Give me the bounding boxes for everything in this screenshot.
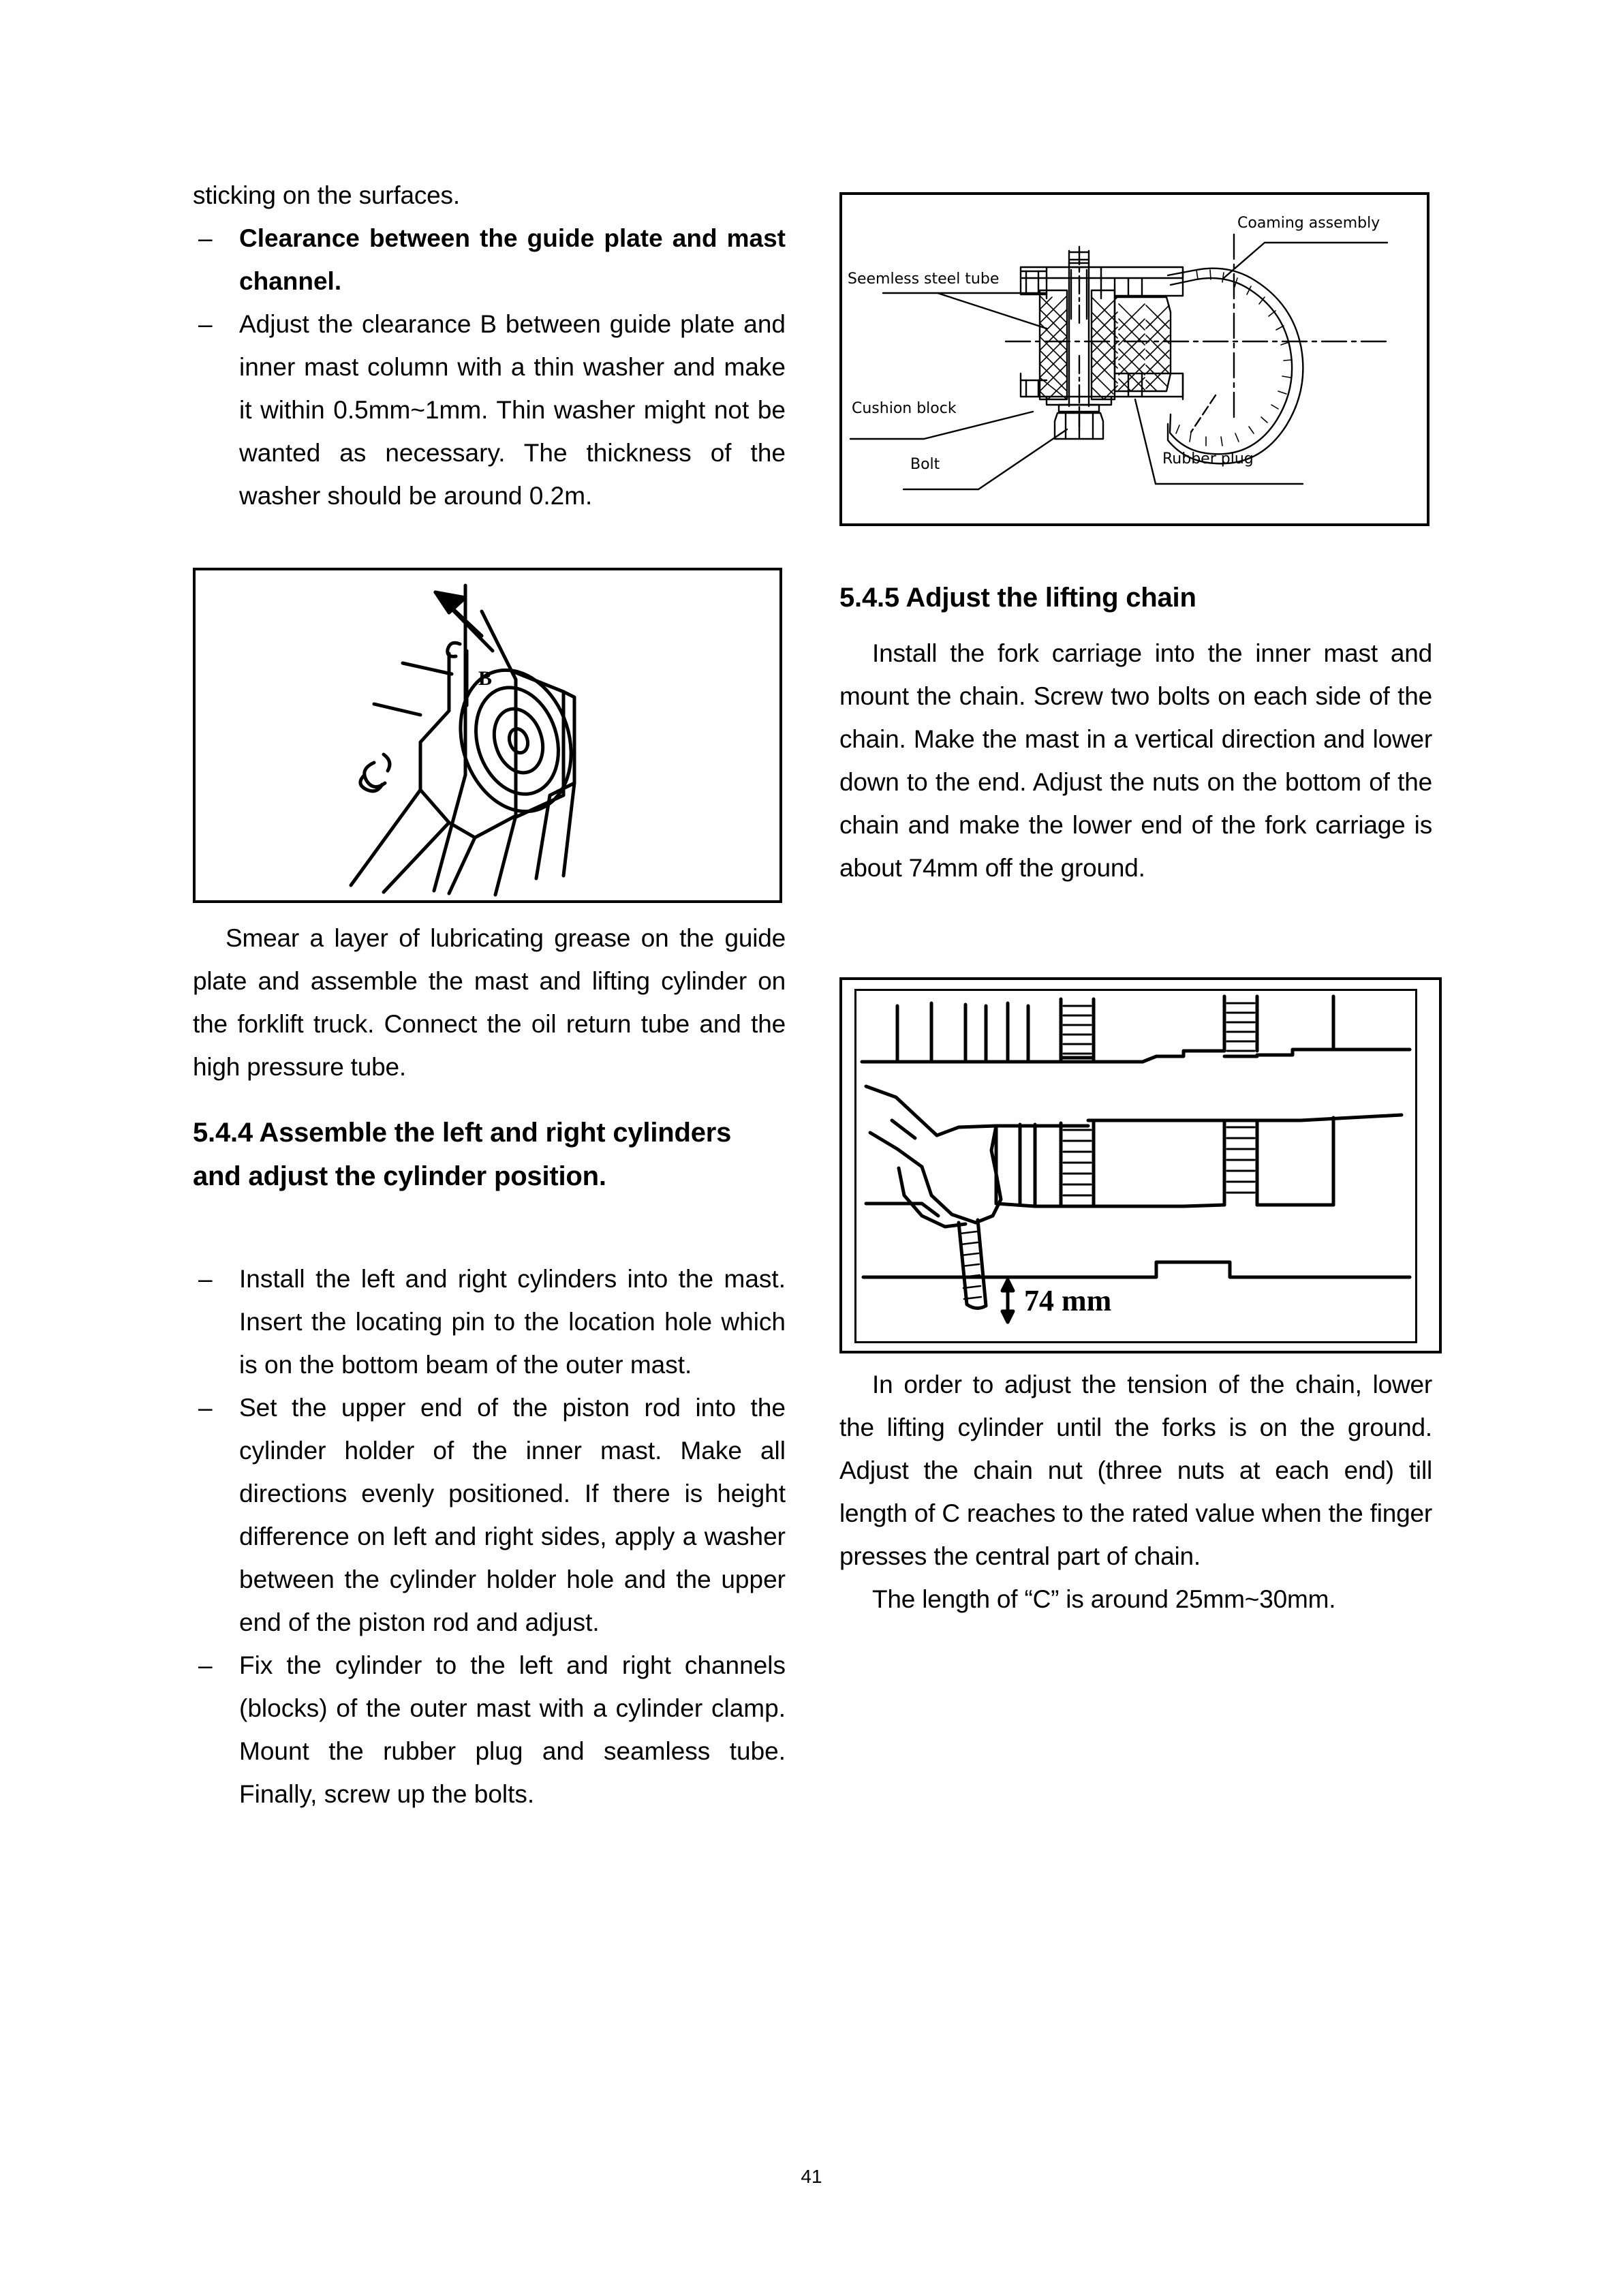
bullet-marker: – bbox=[198, 1265, 213, 1293]
figure-label-rubber-plug: Rubber plug bbox=[1162, 450, 1254, 468]
figure-coaming-assembly bbox=[839, 192, 1429, 526]
bullet-marker: – bbox=[198, 1651, 213, 1679]
bullet-item-fix-cylinder bbox=[193, 1644, 786, 1816]
bullet-label: Fix the cylinder to the left and right channels (blocks) of the outer mast with a cylinder clamp. Mount the rubber plug and seamless tube. Finally, screw up the bolts. bbox=[239, 1651, 786, 1808]
left-column-top-text bbox=[193, 174, 786, 517]
guide-plate-drawing bbox=[196, 570, 779, 900]
section-heading-545: 5.4.5 Adjust the lifting chain bbox=[839, 583, 1196, 613]
page-number: 41 bbox=[801, 2166, 822, 2187]
bullet-label: Set the upper end of the piston rod into the cylinder holder of the inner mast. Make all directions evenly positioned. If there is height difference on left and right sides, apply a washer between the cylinder holder hole and the upper end of the piston rod and adjust. bbox=[239, 1394, 786, 1636]
bullet-marker: – bbox=[198, 310, 213, 338]
bullet-marker: – bbox=[198, 224, 213, 252]
figure-chain-adjustment bbox=[854, 989, 1417, 1343]
figure-label-cushion-block: Cushion block bbox=[852, 400, 957, 417]
section-545-paragraph-2: In order to adjust the tension of the chain, lower the lifting cylinder until the forks is on the ground. Adjust the chain nut (three nuts at each end) till length of C reaches to the rated value when the finger presses the central part of chain. bbox=[839, 1371, 1432, 1570]
figure-label-74mm: 74 mm bbox=[1024, 1284, 1112, 1317]
section-heading-544: 5.4.4 Assemble the left and right cylinders and adjust the cylinder position. bbox=[193, 1118, 732, 1191]
bullet-item-clearance bbox=[193, 217, 786, 303]
bullet-item-adjust-clearance bbox=[193, 303, 786, 517]
figure-chain-adjustment-outer-frame bbox=[839, 977, 1442, 1353]
continuation-line: sticking on the surfaces. bbox=[193, 181, 460, 209]
figure-label-coaming-assembly: Coaming assembly bbox=[1237, 215, 1380, 232]
figure-guide-plate-clearance bbox=[193, 568, 782, 903]
figure-label-bolt: Bolt bbox=[910, 456, 940, 473]
chain-adjustment-drawing bbox=[856, 991, 1415, 1341]
section-544-bullets bbox=[193, 1257, 786, 1816]
figure-label-clearance-b: B bbox=[478, 667, 493, 690]
bullet-item-install-cylinders bbox=[193, 1257, 786, 1386]
bullet-marker: – bbox=[198, 1394, 213, 1422]
section-545-block bbox=[839, 576, 1432, 889]
figure-label-seemless-steel-tube: Seemless steel tube bbox=[848, 271, 1000, 288]
section-545-paragraph-1: Install the fork carriage into the inner mast and mount the chain. Screw two bolts on each side of the chain. Make the mast in a vertical direction and lower down to the end. Adjust the nuts on the bottom of the chain and make the lower end of the fork carriage is about 74mm off the ground. bbox=[839, 639, 1432, 882]
bullet-label: Adjust the clearance B between guide plate and inner mast column with a thin washer and make it within 0.5mm~1mm. Thin washer might not be wanted as necessary. The thickness of the washer should be around 0.2m. bbox=[239, 310, 786, 510]
coaming-assembly-drawing bbox=[842, 195, 1427, 523]
bullet-label: Install the left and right cylinders into the mast. Insert the locating pin to the location hole which is on the bottom beam of the outer mast. bbox=[239, 1265, 786, 1379]
grease-paragraph: Smear a layer of lubricating grease on the guide plate and assemble the mast and lifting cylinder on the forklift truck. Connect the oil return tube and the high pressure tube. bbox=[193, 924, 786, 1081]
right-column-lower-text bbox=[839, 1363, 1432, 1621]
bullet-item-set-piston-rod bbox=[193, 1386, 786, 1644]
section-545-paragraph-3: The length of “C” is around 25mm~30mm. bbox=[872, 1585, 1336, 1613]
left-column-grease-paragraph bbox=[193, 917, 786, 1088]
section-544-block bbox=[193, 1111, 786, 1198]
bullet-label: Clearance between the guide plate and mast channel. bbox=[239, 224, 786, 295]
